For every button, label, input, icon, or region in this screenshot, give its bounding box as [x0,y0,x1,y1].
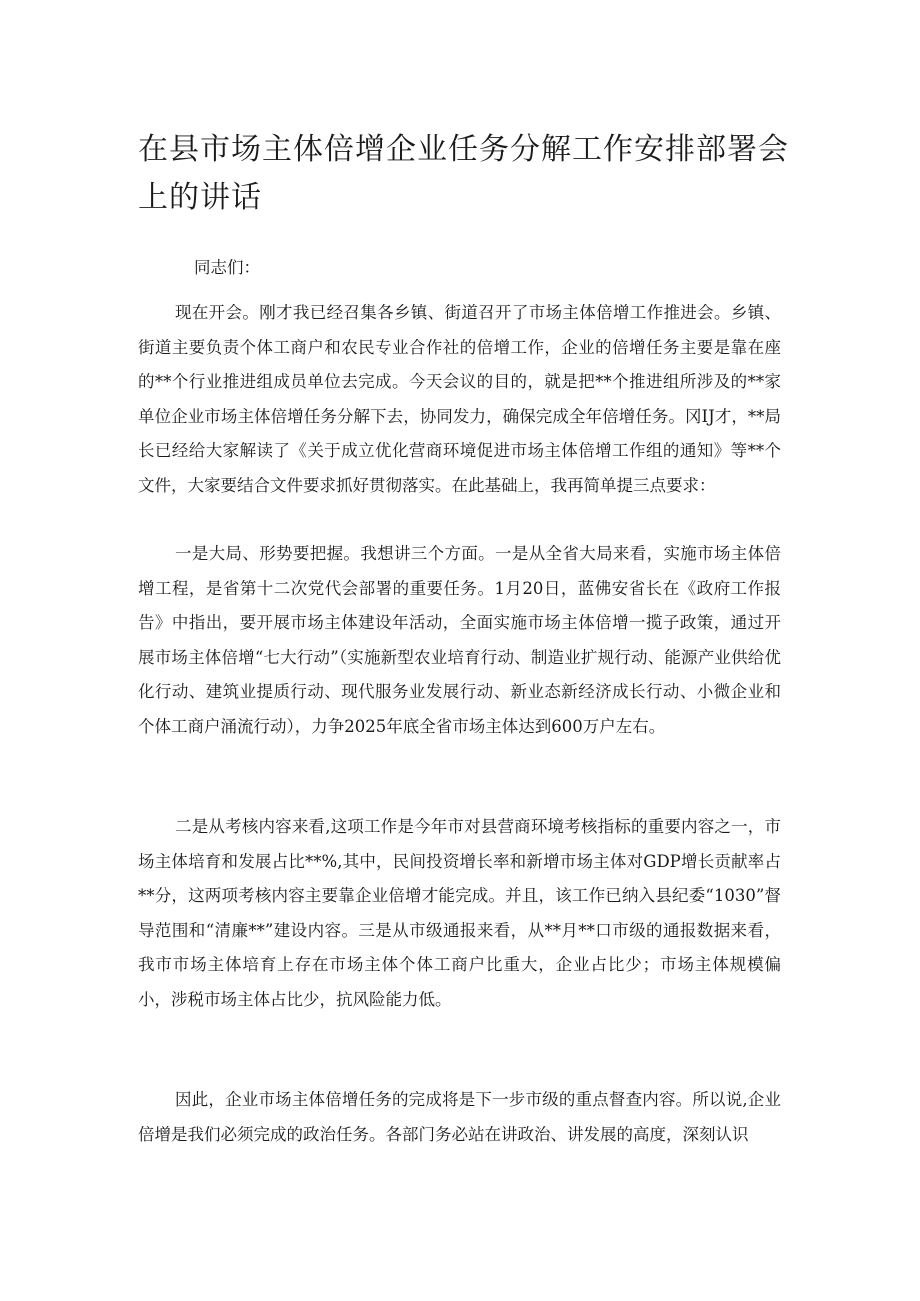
greeting: 同志们： [194,258,260,277]
paragraph-opening: 现在开会。刚才我已经召集各乡镇、街道召开了市场主体倍增工作推进会。乡镇、街道主要负责个体工商户和农民专业合作社的倍增工作，企业的倍增任务主要是靠在座的**个行业推进组成员单位去完成。今天会议的目的，就是把**个推进组所涉及的**家单位企业市场主体倍增任务分解下去，协同发力，确保完成全年倍增任务。冈IJ才，**局长已经给大家解读了《关于成立优化营商环境促进市场主体倍增工作组的通知》等**个文件，大家要结合文件要求抓好贯彻落实。在此基础上，我再简单提三点要求： [138,303,781,495]
document-title: 在县市场主体倍增企业任务分解工作安排部署会上的讲话 [138,132,789,215]
paragraph-requirement-one: 一是大局、形势要把握。我想讲三个方面。一是从全省大局来看，实施市场主体倍增工程，是省第十二次党代会部署的重要任务。1月20日，蓝佛安省长在《政府工作报告》中指出，要开展市场主体建设年活动，全面实施市场主体倍增一揽子政策，通过开展市场主体倍增“七大行动”（实施新型农业培育行动、制造业扩规行动、能源产业供给优化行动、建筑业提质行动、现代服务业发展行动、新业态新经济成长行动、小微企业和个体工商户涌流行动），力争2025年底全省市场主体达到600万户左右。 [138,544,781,736]
paragraph-conclusion: 因此，企业市场主体倍增任务的完成将是下一步市级的重点督查内容。所以说,企业倍增是我们必须完成的政治任务。各部门务必站在讲政治、讲发展的高度，深刻认识 [138,1090,781,1144]
paragraph-assessment: 二是从考核内容来看,这项工作是今年市对县营商环境考核指标的重要内容之一，市场主体培育和发展占比**%,其中，民间投资增长率和新增市场主体对GDP增长贡献率占**分，这两项考核内容主要靠企业倍增才能完成。并且，该工作已纳入县纪委“1030”督导范围和“清廉**”建设内容。三是从市级通报来看，从**月**口市级的通报数据来看，我市市场主体培育上存在市场主体个体工商户比重大，企业占比少；市场主体规模偏小，涉税市场主体占比少，抗风险能力低。 [138,817,781,1009]
